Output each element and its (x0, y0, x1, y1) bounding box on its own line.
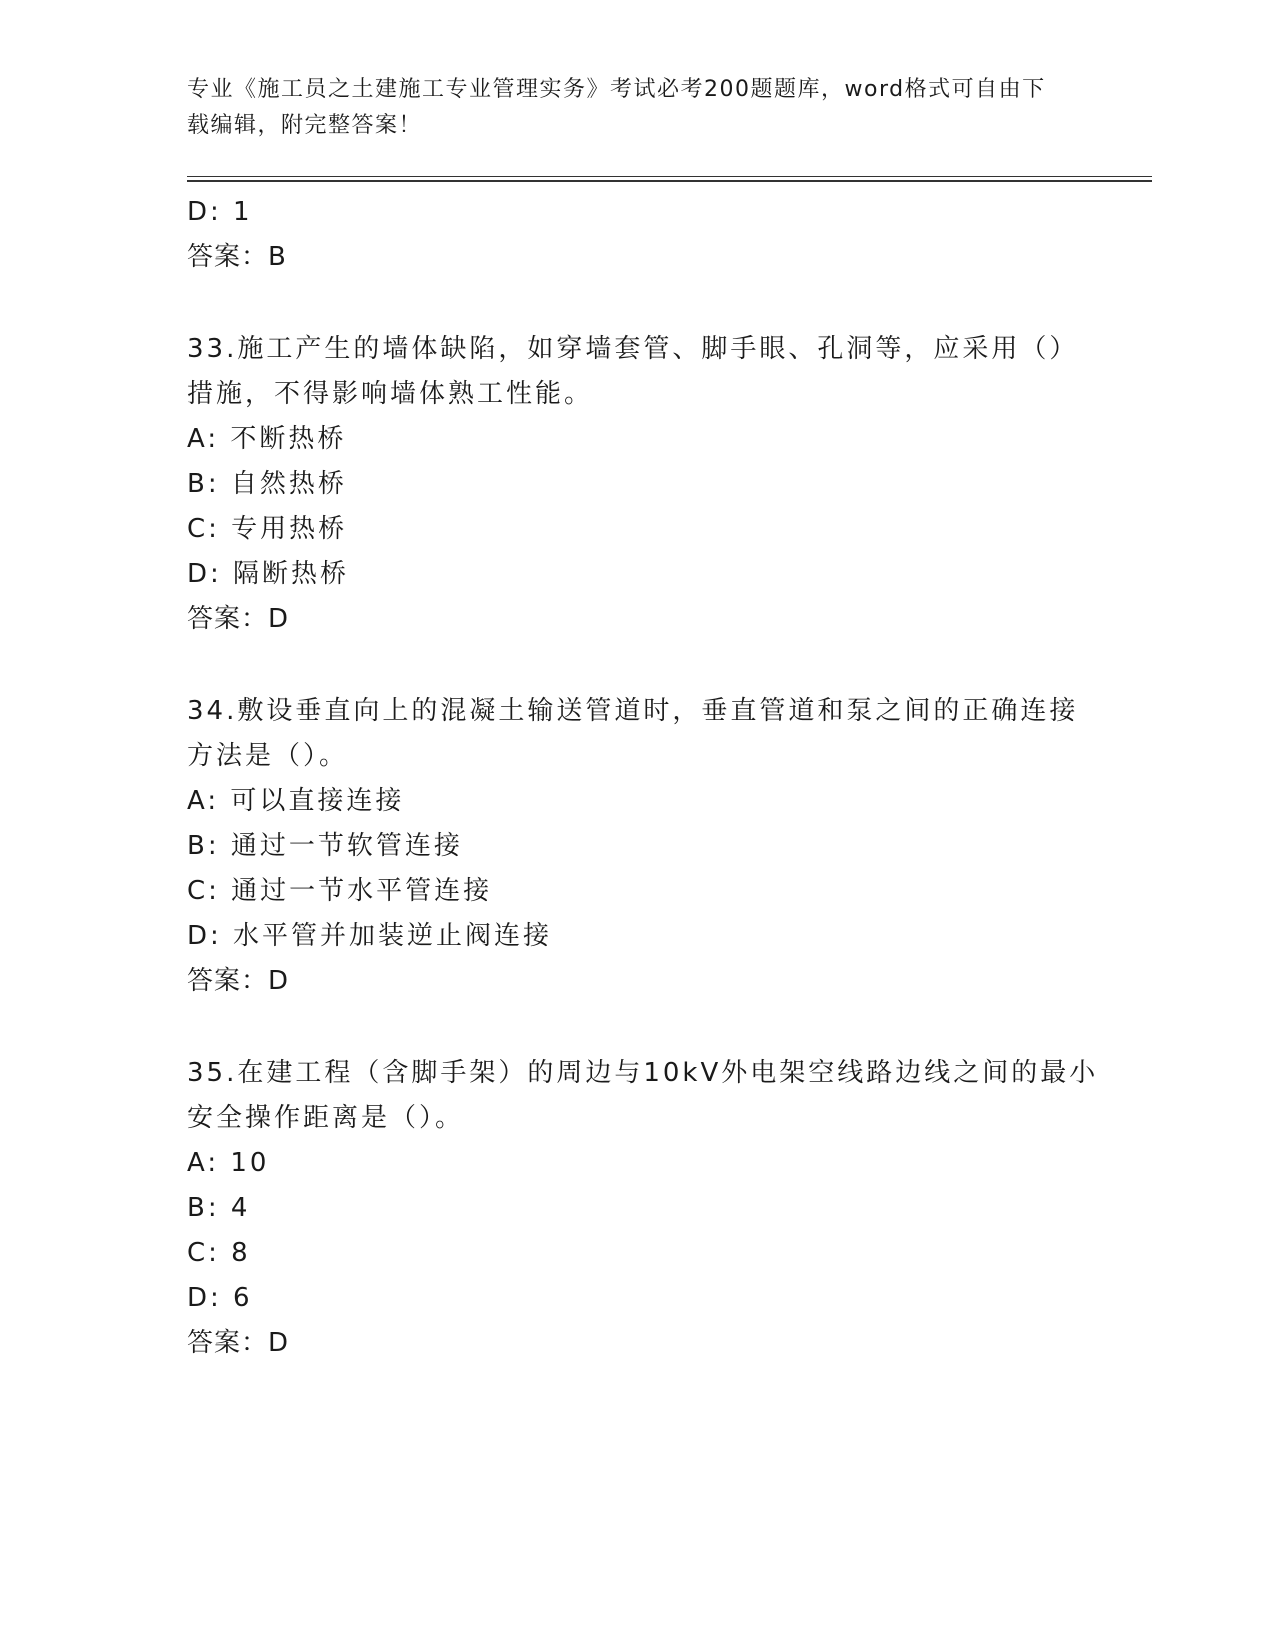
option-c: C: 通过一节水平管连接 (187, 876, 493, 906)
spacer (187, 1004, 1107, 1051)
header-divider (187, 176, 1152, 182)
option-d: D: 1 (187, 197, 253, 227)
question-text: 34.敷设垂直向上的混凝土输送管道时，垂直管道和泵之间的正确连接方法是（）。 (187, 696, 1079, 771)
option-c: C: 专用热桥 (187, 514, 348, 544)
answer-line: 答案：D (187, 1328, 290, 1358)
question-33 (187, 327, 1107, 642)
question-34 (187, 689, 1107, 1004)
option-d: D: 水平管并加装逆止阀连接 (187, 921, 553, 951)
answer-line: 答案：D (187, 966, 290, 996)
document-body (187, 190, 1107, 1366)
answer-line: 答案：D (187, 604, 290, 634)
question-text: 35.在建工程（含脚手架）的周边与10kV外电架空线路边线之间的最小安全操作距离是（）。 (187, 1058, 1099, 1133)
option-d: D: 6 (187, 1283, 253, 1313)
option-d: D: 隔断热桥 (187, 559, 350, 589)
spacer (187, 642, 1107, 689)
question-text: 33.施工产生的墙体缺陷，如穿墙套管、脚手眼、孔洞等，应采用（）措施，不得影响墙体熟工性能。 (187, 334, 1079, 409)
answer-line: 答案：B (187, 242, 287, 272)
spacer (187, 280, 1107, 327)
option-b: B: 4 (187, 1193, 251, 1223)
option-a: A: 可以直接连接 (187, 786, 405, 816)
header-text: 专业《施工员之土建施工专业管理实务》考试必考200题题库，word格式可自由下载编辑，附完整答案！ (187, 77, 1046, 138)
document-header (187, 72, 1067, 144)
option-a: A: 不断热桥 (187, 424, 347, 454)
question-35 (187, 1051, 1107, 1366)
option-a: A: 10 (187, 1148, 270, 1178)
option-b: B: 自然热桥 (187, 469, 347, 499)
option-c: C: 8 (187, 1238, 251, 1268)
option-b: B: 通过一节软管连接 (187, 831, 463, 861)
